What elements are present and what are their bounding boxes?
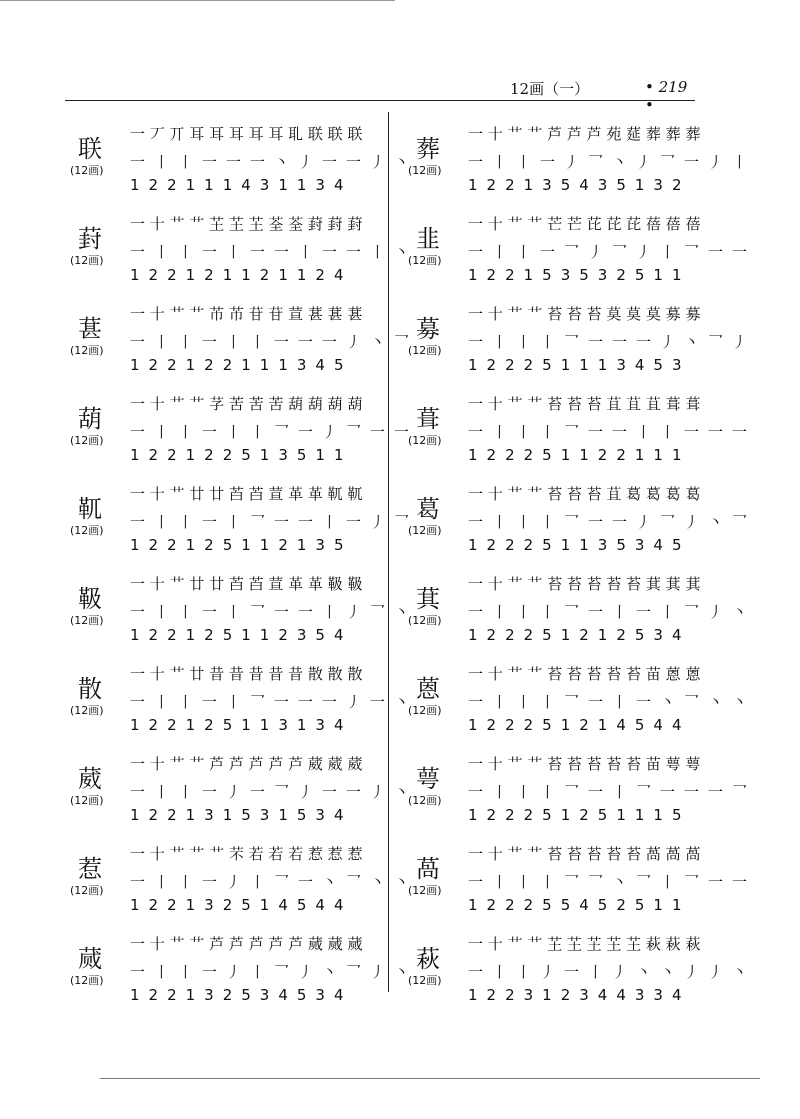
stroke-entry [62, 288, 419, 378]
stroke-build-sequence: 一 十 艹 艹 芓 苦 苦 苦 葫 葫 葫 葫 [130, 395, 363, 413]
stroke-build-sequence: 一 十 艹 艹 芦 芦 芦 芦 芦 蒇 蒇 蒇 [130, 935, 363, 953]
stroke-shapes: 一丨丨丨乛一丨一丨乛丿丶 [468, 603, 757, 621]
stroke-shapes: 一丨丨丨乛乛丶乛丨乛一一 [468, 873, 757, 891]
page-header [65, 78, 695, 114]
stroke-entry [62, 558, 419, 648]
stroke-codes: 122111431134 [130, 176, 353, 194]
stroke-count-note: (12画) [70, 524, 104, 537]
stroke-build-sequence: 一 十 艹 艹 苔 苔 苔 苔 苔 萵 萵 萵 [468, 845, 701, 863]
stroke-build-sequence: 一 十 艹 艹 芏 芏 芏 芏 芏 萩 萩 萩 [468, 935, 701, 953]
stroke-entry [62, 198, 419, 288]
stroke-count-note: (12画) [408, 614, 442, 627]
stroke-build-sequence: 一 十 艹 艹 苔 苔 苔 苔 苔 萁 萁 萁 [468, 575, 701, 593]
entry-character: 募 [416, 315, 440, 343]
stroke-shapes: 一丨丨丨乛一一一丿丶乛丿 [468, 333, 757, 351]
stroke-build-sequence: 一 十 艹 廿 廿 苩 苩 荁 革 革 靰 靰 [130, 485, 363, 503]
entry-character: 散 [78, 675, 102, 703]
entry-character: 联 [78, 135, 102, 163]
stroke-codes: 122251122111 [468, 446, 691, 464]
stroke-shapes: 一丨丨一丿丨乛一丶乛丶丶 [130, 873, 419, 891]
entry-character: 葛 [416, 495, 440, 523]
entry-character: 葳 [78, 765, 102, 793]
stroke-count-note: (12画) [408, 434, 442, 447]
stroke-count-note: (12画) [408, 254, 442, 267]
stroke-entry [62, 738, 419, 828]
stroke-shapes: 一丨丨一丨一一丨一一丨丶 [130, 243, 419, 261]
stroke-build-sequence: 一 十 艹 艹 芦 芦 芦 芦 芦 葳 葳 葳 [130, 755, 363, 773]
stroke-shapes: 一丨丨一丿丨乛丿丶乛丿丶 [130, 963, 419, 981]
stroke-count-note: (12画) [408, 974, 442, 987]
stroke-entry [400, 648, 757, 738]
entry-character: 惹 [78, 855, 102, 883]
entry-character: 靸 [78, 585, 102, 613]
stroke-build-sequence: 一 十 艹 艹 苔 苔 苔 苴 葛 葛 葛 葛 [468, 485, 701, 503]
stroke-count-note: (12画) [70, 704, 104, 717]
stroke-count-note: (12画) [70, 344, 104, 357]
stroke-count-note: (12画) [408, 344, 442, 357]
stroke-codes: 122251251115 [468, 806, 691, 824]
section-title: 12画（一） [510, 80, 590, 98]
stroke-codes: 122135435132 [468, 176, 691, 194]
stroke-entry [62, 828, 419, 918]
stroke-codes: 122125113134 [130, 716, 353, 734]
stroke-build-sequence: 一 丆 丌 耳 耳 耳 耳 耳 耴 联 联 联 [130, 125, 363, 143]
stroke-codes: 122251113453 [468, 356, 691, 374]
stroke-codes: 122255452511 [468, 896, 691, 914]
stroke-build-sequence: 一 十 艹 艹 苔 苔 苔 苔 苔 苗 蒽 蒽 [468, 665, 701, 683]
stroke-build-sequence: 一 十 艹 艹 苔 苔 苔 莫 莫 莫 募 募 [468, 305, 701, 323]
stroke-codes: 122125112354 [130, 626, 353, 644]
stroke-shapes: 一丨丨丨乛一丨一丶乛丶丶 [468, 693, 757, 711]
entry-character: 葚 [78, 315, 102, 343]
stroke-shapes: 一丨丨一丨丨乛一丿乛一一 [130, 423, 419, 441]
stroke-shapes: 一丨丨一丿一乛丿一一丿丶 [130, 783, 419, 801]
stroke-count-note: (12画) [70, 434, 104, 447]
entry-character: 萁 [416, 585, 440, 613]
stroke-count-note: (12画) [70, 884, 104, 897]
stroke-codes: 122251214544 [468, 716, 691, 734]
left-column [62, 108, 419, 1008]
stroke-codes: 122312344334 [468, 986, 691, 1004]
stroke-entry [400, 198, 757, 288]
stroke-entry [400, 468, 757, 558]
stroke-entry [62, 918, 419, 1008]
stroke-entry [400, 738, 757, 828]
stroke-count-note: (12画) [70, 254, 104, 267]
stroke-entry [400, 378, 757, 468]
stroke-entry [62, 468, 419, 558]
stroke-entry [400, 558, 757, 648]
stroke-build-sequence: 一 十 艹 艹 芏 芏 芏 荃 荃 葑 葑 葑 [130, 215, 363, 233]
stroke-entry [62, 378, 419, 468]
stroke-count-note: (12画) [70, 794, 104, 807]
stroke-build-sequence: 一 十 艹 艹 苔 苔 苔 苔 苔 苗 萼 萼 [468, 755, 701, 773]
stroke-build-sequence: 一 十 艹 艹 芒 芒 芘 芘 芘 蓓 蓓 蓓 [468, 215, 701, 233]
stroke-shapes: 一丨丨一一一丶丿一一丿丶 [130, 153, 419, 171]
stroke-shapes: 一丨丨一丿乛丶丿乛一丿丨 [468, 153, 757, 171]
stroke-build-sequence: 一 十 艹 艹 芇 芇 苷 苷 荁 葚 葚 葚 [130, 305, 363, 323]
stroke-count-note: (12画) [408, 524, 442, 537]
stroke-shapes: 一丨丨一丨乛一一丨一丿乛 [130, 513, 419, 531]
stroke-count-note: (12画) [408, 164, 442, 177]
stroke-shapes: 一丨丨一丨丨一一一丿丶乛 [130, 333, 419, 351]
stroke-entry [62, 648, 419, 738]
stroke-shapes: 一丨丨丨乛一丨乛一一一乛 [468, 783, 757, 801]
stroke-count-note: (12画) [70, 974, 104, 987]
stroke-shapes: 一丨丨丨乛一一丨丨一一一 [468, 423, 757, 441]
stroke-codes: 122153532511 [468, 266, 691, 284]
stroke-count-note: (12画) [408, 794, 442, 807]
stroke-shapes: 一丨丨一乛丿乛丿丨乛一一 [468, 243, 757, 261]
stroke-shapes: 一丨丨丿一丨丿丶丶丿丿丶 [468, 963, 757, 981]
stroke-shapes: 一丨丨一丨乛一一丨丿乛丶 [130, 603, 419, 621]
stroke-codes: 122125112135 [130, 536, 353, 554]
stroke-codes: 122122513511 [130, 446, 353, 464]
stroke-shapes: 一丨丨一丨乛一一一丿一丶 [130, 693, 419, 711]
entry-character: 萼 [416, 765, 440, 793]
entry-character: 韭 [416, 225, 440, 253]
stroke-entry [400, 918, 757, 1008]
entry-character: 蒽 [416, 675, 440, 703]
entry-character: 萵 [416, 855, 440, 883]
stroke-codes: 122122111345 [130, 356, 353, 374]
stroke-build-sequence: 一 十 艹 廿 昔 昔 昔 昔 昔 散 散 散 [130, 665, 363, 683]
stroke-codes: 122132514544 [130, 896, 353, 914]
entry-character: 蒇 [78, 945, 102, 973]
stroke-count-note: (12画) [408, 884, 442, 897]
stroke-build-sequence: 一 十 艹 廿 廿 苩 苩 荁 革 革 靸 靸 [130, 575, 363, 593]
entry-character: 萩 [416, 945, 440, 973]
footer-rule [100, 1078, 760, 1079]
entry-character: 靰 [78, 495, 102, 523]
stroke-codes: 122121121124 [130, 266, 353, 284]
stroke-count-note: (12画) [408, 704, 442, 717]
stroke-build-sequence: 一 十 艹 艹 艹 芣 若 若 若 惹 惹 惹 [130, 845, 363, 863]
entry-character: 葬 [416, 135, 440, 163]
stroke-entry [400, 108, 757, 198]
stroke-codes: 122251212534 [468, 626, 691, 644]
stroke-build-sequence: 一 十 艹 艹 苔 苔 苔 苴 苴 苴 葺 葺 [468, 395, 701, 413]
stroke-codes: 122131531534 [130, 806, 353, 824]
page-number: • 219 • [645, 78, 688, 114]
entry-character: 葫 [78, 405, 102, 433]
stroke-entry [400, 288, 757, 378]
stroke-count-note: (12画) [70, 614, 104, 627]
stroke-codes: 122132534534 [130, 986, 353, 1004]
stroke-shapes: 一丨丨丨乛一一丿乛丿丶乛 [468, 513, 757, 531]
top-scan-line [0, 0, 395, 1]
entry-character: 葑 [78, 225, 102, 253]
entry-character: 葺 [416, 405, 440, 433]
stroke-entry [62, 108, 419, 198]
stroke-codes: 122251135345 [468, 536, 691, 554]
stroke-entry [400, 828, 757, 918]
stroke-count-note: (12画) [70, 164, 104, 177]
stroke-build-sequence: 一 十 艹 艹 芦 芦 芦 苑 莚 葬 葬 葬 [468, 125, 701, 143]
right-column [400, 108, 757, 1008]
